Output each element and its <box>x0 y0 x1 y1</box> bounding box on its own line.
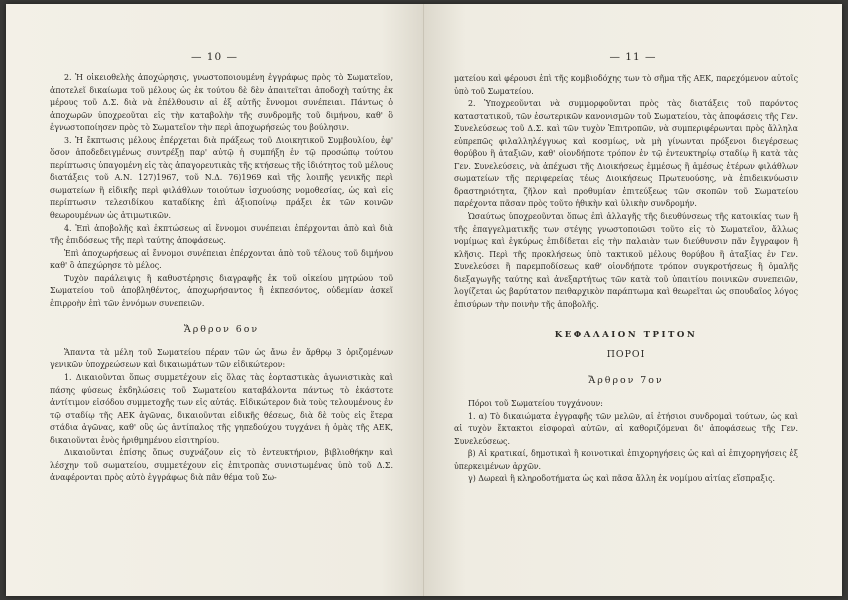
page-body <box>50 72 393 485</box>
paragraph: Δικαιοῦνται ἐπίσης ὅπως συχνάζουν εἰς τὸ ἐντευκτήριον, βιβλιοθήκην καὶ λέσχην τοῦ σωματείου, συμμετέχουν εἰς ἐπιτροπὰς συνιστωμένας ὑπὸ τοῦ Δ.Σ. ἀναφέρονται πρὸς αὐτὸ ἐγγράφως διὰ πᾶν θέμα τοῦ Σω- <box>50 448 393 483</box>
page-number: — 10 — <box>190 51 239 63</box>
article-heading: Ἄρθρον 7ον <box>588 375 664 387</box>
paragraph: Ἐπὶ ἀποχωρήσεως αἱ ἔννομοι συνέπειαι ἐπέρχονται ἀπὸ τοῦ τέλους τοῦ διμήνου καθ' ὃ ἀπεχώρησε τὸ μέλος. <box>50 248 393 271</box>
paragraph: Ἅπαντα τὰ μέλη τοῦ Σωματείου πέραν τῶν ὡς ἄνω ἐν ἄρθρῳ 3 ὁριζομένων γενικῶν ὑποχρεώσεων καὶ δικαιωμάτων τῶν εἰδικώτερον: <box>50 347 393 370</box>
paragraph: Ὡσαύτως ὑποχρεοῦνται ὅπως ἐπὶ ἀλλαγῆς τῆς διευθύνσεως τῆς κατοικίας των ἢ τῆς ἐπαγγελματικῆς των στέγης γνωστοποιῶσι τοῦτο εἰς τὸ Σωματεῖον, ἄλλως νομίμως καὶ ἐγκύρως ἐπιδίδεται εἰς τὴν παλαιὰν των διεύθυνσιν πᾶν ἔγγραφον ἢ κλῆσις. Περὶ τῆς προκλήσεως ὑπὸ τακτικοῦ μέλους θορύβου ἢ ἀταξίας ἐν Γεν. Συνελεύσει ἢ παρεμποδίσεως καθ' οἱονδήποτε τρόπον συγκροτήσεως ἢ ὁμαλῆς διεξαγωγῆς ταύτης καὶ ἀνεξαρτήτως τῶν κατὰ τοῦ ὑπαιτίου ποινικῶν συνεπειῶν, λογίζεται ὡς βαρύτατον πειθαρχικὸν παράπτωμα καὶ θεωρεῖται ὡς σπουδαῖος λόγος ἐπισύρων τὴν ποινὴν τῆς ἀποβολῆς. <box>454 212 798 309</box>
paragraph: 2. Ἡ οἰκειοθελὴς ἀποχώρησις, γνωστοποιουμένη ἐγγράφως πρὸς τὸ Σωματεῖον, ἀποτελεῖ δικαίωμα τοῦ μέλους ὡς ἐκ τούτου δὲ δὲν ἀπαιτεῖται ἀποδοχὴ ταύτης ἐκ μέρους τοῦ Δ.Σ. διὰ νὰ ἐπέλθουσιν αἱ ἐξ αὐτῆς ἔννομοι συνέπειαι. Πάντως ὁ ἀποχωρῶν ὑποχρεοῦται εἰς τὴν καταβολὴν τῆς συνδρομῆς τοῦ διμήνου, καθ' ὃ ἐγνωστοποίησεν πρὸς τὸ Σωματεῖον τὴν περὶ ἀποχωρήσεώς του βούλησιν. <box>50 73 393 133</box>
paragraph: 3. Ἡ ἔκπτωσις μέλους ἐπέρχεται διὰ πράξεως τοῦ Διοικητικοῦ Συμβουλίου, ἐφ' ὅσον ἀποδεδειγμένως συντρέξῃ παρ' αὐτῷ ἡ συμπήξη ἐν τῷ προσώπῳ τούτου περίπτωσις ὑπαγομένη εἰς τὰς ἀπαγορευτικὰς τῆς κτήσεως τῆς ἰδιότητος τοῦ μέλους διατάξεις τοῦ Α.Ν. 127)1967, τοῦ Ν.Δ. 76)1969 καὶ τῆς λοιπῆς γενικῆς περὶ σωματείων ἢ εἰδικῆς περὶ φιλάθλων τοιούτων ἰσχυούσης νομοθεσίας, ὡς καὶ εἰς περίπτωσιν τελεσιδίκου καταδίκης ἐπὶ ἀξιοποίνῳ πράξει ἐκ τῶν κοινῶν θεωρουμένων ὡς ἀτιμωτικῶν. <box>50 135 393 221</box>
document-spread <box>6 4 842 596</box>
paragraph: Τυχὸν παράλειψις ἢ καθυστέρησις διαγραφῆς ἐκ τοῦ οἰκείου μητρώου τοῦ Σωματείου τοῦ ἀποβληθέντος, ἀποχωρήσαντος ἢ ἐκπεσόντος, οὐδεμίαν ἀσκεῖ ἐπιρροὴν ἐπὶ τῶν ἐννόμων συνεπειῶν. <box>50 273 393 308</box>
chapter-title: ΚΕΦΑΛΑΙΟΝ ΤΡΙΤΟΝ <box>554 330 698 341</box>
paragraph: γ) Δωρεαὶ ἢ κληροδοτήματα ὡς καὶ πᾶσα ἄλλη ἐκ νομίμου αἰτίας εἴσπραξις. <box>468 474 776 484</box>
paragraph: β) Αἱ κρατικαί, δημοτικαὶ ἢ κοινοτικαὶ ἐπιχορηγήσεις ὡς καὶ αἱ ἐπιχορηγήσεις ἐξ ὑπερκειμένων ἀρχῶν. <box>454 449 798 471</box>
paragraph: Πόροι τοῦ Σωματείου τυγχάνουν: <box>468 399 603 409</box>
page-number: — 11 — <box>609 51 657 63</box>
article-heading: Ἄρθρον 6ον <box>183 324 260 336</box>
chapter-subtitle: ΠΟΡΟΙ <box>606 348 646 360</box>
left-page <box>6 4 424 596</box>
paragraph: 1. α) Τὸ δικαιώματα ἐγγραφῆς τῶν μελῶν, αἱ ἐτήσιοι συνδρομαὶ τούτων, ὡς καὶ αἱ τυχὸν ἔκτακτοι εἰσφοραὶ αὐτῶν, αἱ καθοριζόμεναι δι' ἀποφάσεως τῆς Γεν. Συνελεύσεως. <box>454 411 798 446</box>
paragraph: 4. Ἐπὶ ἀποβολῆς καὶ ἐκπτώσεως αἱ ἔννομοι συνέπειαι ἐπέρχονται ἀπὸ καὶ διὰ τῆς ἐπιδόσεως τῆς περὶ ταύτης ἀποφάσεως. <box>50 223 393 246</box>
paragraph: 1. Δικαιοῦνται ὅπως συμμετέχουν εἰς ὅλας τὰς ἑορταστικὰς ἀγωνιστικὰς καὶ πάσης φύσεως ἐκδηλώσεις τοῦ Σωματείου καταβάλοντα πάντως τὸ ἑκάστοτε ἀντίτιμον εἰσόδου συμμετοχῆς των εἰς αὐτάς. Εἰδικώτερον διὰ τοὺς τελουμένους ἐν τῷ σταδίῳ τῆς ΑΕΚ ἀγῶνας, δικαιοῦνται εἰδικῆς θέσεως, διὰ δὲ τοὺς εἰς ἕτερα στάδια ἀγῶνας, καθ' οὓς ὡς ἀντίπαλος τῆς γηπεδούχου τυγχάνει ἡ ὁμὰς τῆς ΑΕΚ, δικαιοῦνται ἑνὸς ἠριθμημένου εἰσιτηρίου. <box>50 373 393 445</box>
paragraph: 2. Ὑποχρεοῦνται νὰ συμμορφοῦνται πρὸς τὰς διατάξεις τοῦ παρόντος καταστατικοῦ, τῶν ἐσωτερικῶν κανονισμῶν τοῦ Σωματείου, τὰς ἀποφάσεις τῆς Γεν. Συνελεύσεως τοῦ Δ.Σ. καὶ τῶν τυχὸν Ἐπιτροπῶν, νὰ συμπεριφέρωνται πρὸς ἄλληλα εὐπρεπῶς φιλαλληλέγγυως καὶ κοσμίως, νὰ μὴ γίνωνται πρόξενοι διεγέρσεως θορύβου ἢ ἀταξιῶν, καθ' οἱονδήποτε τρόπον ἐν τῷ ἐντευκτηρίῳ σταδίῳ ἢ κατὰ τὰς Γεν. Συνελεύσεις, νὰ ἀπέχωσι τῆς Διοικήσεως ἐμμέσως ἢ ἀμέσως ἑτέρων φιλάθλων σωματείων τῆς περιφερείας τέως Διοικήσεως Πρωτευούσης, νὰ ἐπιδεικνύωσιν δραστηριότητα, ζῆλον καὶ προθυμίαν ἐπιτεύξεως τῶν σκοπῶν τοῦ Σωματείου παρέχοντα πᾶσαν πρὸς τοῦτο ἠθικὴν καὶ ὑλικὴν συνδρομήν. <box>454 99 798 209</box>
paragraph: ματείου καὶ φέρουσι ἐπὶ τῆς κομβιοδόχης των τὸ σῆμα τῆς ΑΕΚ, παρεχόμενον αὐτοῖς ὑπὸ τοῦ Σωματείου. <box>454 74 798 96</box>
right-page <box>424 4 842 596</box>
page-body <box>454 73 798 486</box>
